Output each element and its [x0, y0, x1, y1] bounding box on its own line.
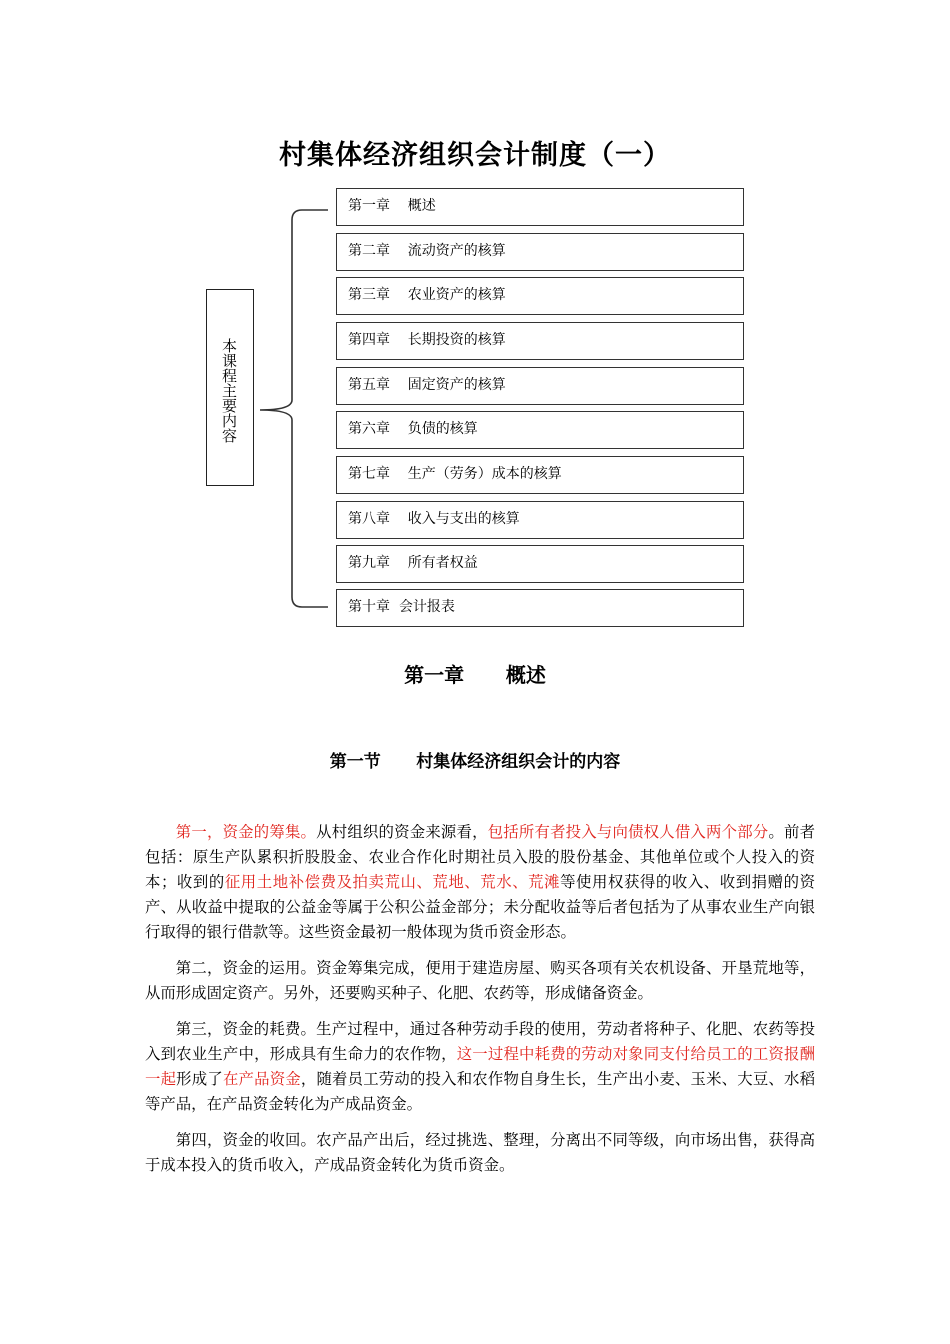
paragraph-2-segment-1: 第二，资金的运用。资金筹集完成，便用于建造房屋、购买各项有关农机设备、开垦荒地等，从而形成固定资产。另外，还要购买种子、化肥、农药等，形成储备资金。	[145, 959, 815, 1002]
chapter-item-5: 第五章 固定资产的核算	[336, 367, 744, 405]
paragraph-3-segment-5: ，随着员工劳动的投入和农作物自身生长，生产出小麦、玉米、大豆、水稻等产品，在产品资金转化为产成品资金。	[145, 1070, 815, 1113]
paragraph-2	[145, 956, 815, 1006]
paragraph-1-segment-1: 第一，资金的筹集。	[175, 823, 317, 841]
paragraph-4	[145, 1128, 815, 1178]
paragraph-3	[145, 1017, 815, 1117]
paragraph-3-segment-3: 形成了	[176, 1070, 223, 1088]
paragraph-4-segment-1: 第四，资金的收回。农产品产出后，经过挑选、整理，分离出不同等级，向市场出售，获得高于成本投入的货币收入，产成品资金转化为货币资金。	[145, 1131, 815, 1174]
section-heading: 第一节 村集体经济组织会计的内容	[329, 752, 621, 772]
paragraph-1-segment-3: 包括所有者投入与向债权人借入两个部分	[487, 823, 769, 841]
paragraph-3-segment-1: 第三，资金的耗费。生产过程中，通过各种劳动手段的使用，劳动者将种子、化肥、农药等投入到农业生产中，形成具有生命力的农作物，	[145, 1020, 815, 1063]
outline-label: 本课程主要内容	[220, 338, 238, 443]
paragraph-1-segment-6: 等使用权获得的收入、收到捐赠的资产、从收益中提取的公益金等属于公积公益金部分；未分配收益等后者包括为了从事农业生产向银行取得的银行借款等。这些资金最初一般体现为货币资金形态。	[145, 873, 815, 941]
paragraph-3-segment-2: 这一过程中耗费的劳动对象同支付给员工的工资报酬一起	[145, 1045, 815, 1088]
document-title: 村集体经济组织会计制度（一）	[279, 140, 671, 171]
chapter-item-1: 第一章 概述	[336, 188, 744, 226]
chapter-item-9: 第九章 所有者权益	[336, 545, 744, 583]
chapter-item-7: 第七章 生产（劳务）成本的核算	[336, 456, 744, 494]
paragraph-1	[145, 820, 815, 945]
chapter-item-4: 第四章 长期投资的核算	[336, 322, 744, 360]
paragraph-3-segment-4: 在产品资金	[222, 1070, 301, 1088]
chapter-item-10: 第十章 会计报表	[336, 589, 744, 627]
chapter-item-6: 第六章 负债的核算	[336, 411, 744, 449]
chapter-heading: 第一章 概述	[404, 663, 546, 687]
paragraph-1-segment-4: 。前者包括：原生产队累积折股股金、农业合作化时期社员入股的股份基金、其他单位或个人投入的资本；收到的	[145, 823, 815, 891]
outline-label-box	[206, 289, 254, 486]
paragraph-1-segment-5: 征用土地补偿费及拍卖荒山、荒地、荒水、荒滩	[224, 873, 561, 891]
chapter-item-8: 第八章 收入与支出的核算	[336, 501, 744, 539]
body-text	[145, 820, 815, 1189]
paragraph-1-segment-2: 从村组织的资金来源看，	[316, 823, 488, 841]
outline-brace	[256, 205, 336, 613]
chapter-item-2: 第二章 流动资产的核算	[336, 233, 744, 271]
chapter-item-3: 第三章 农业资产的核算	[336, 277, 744, 315]
